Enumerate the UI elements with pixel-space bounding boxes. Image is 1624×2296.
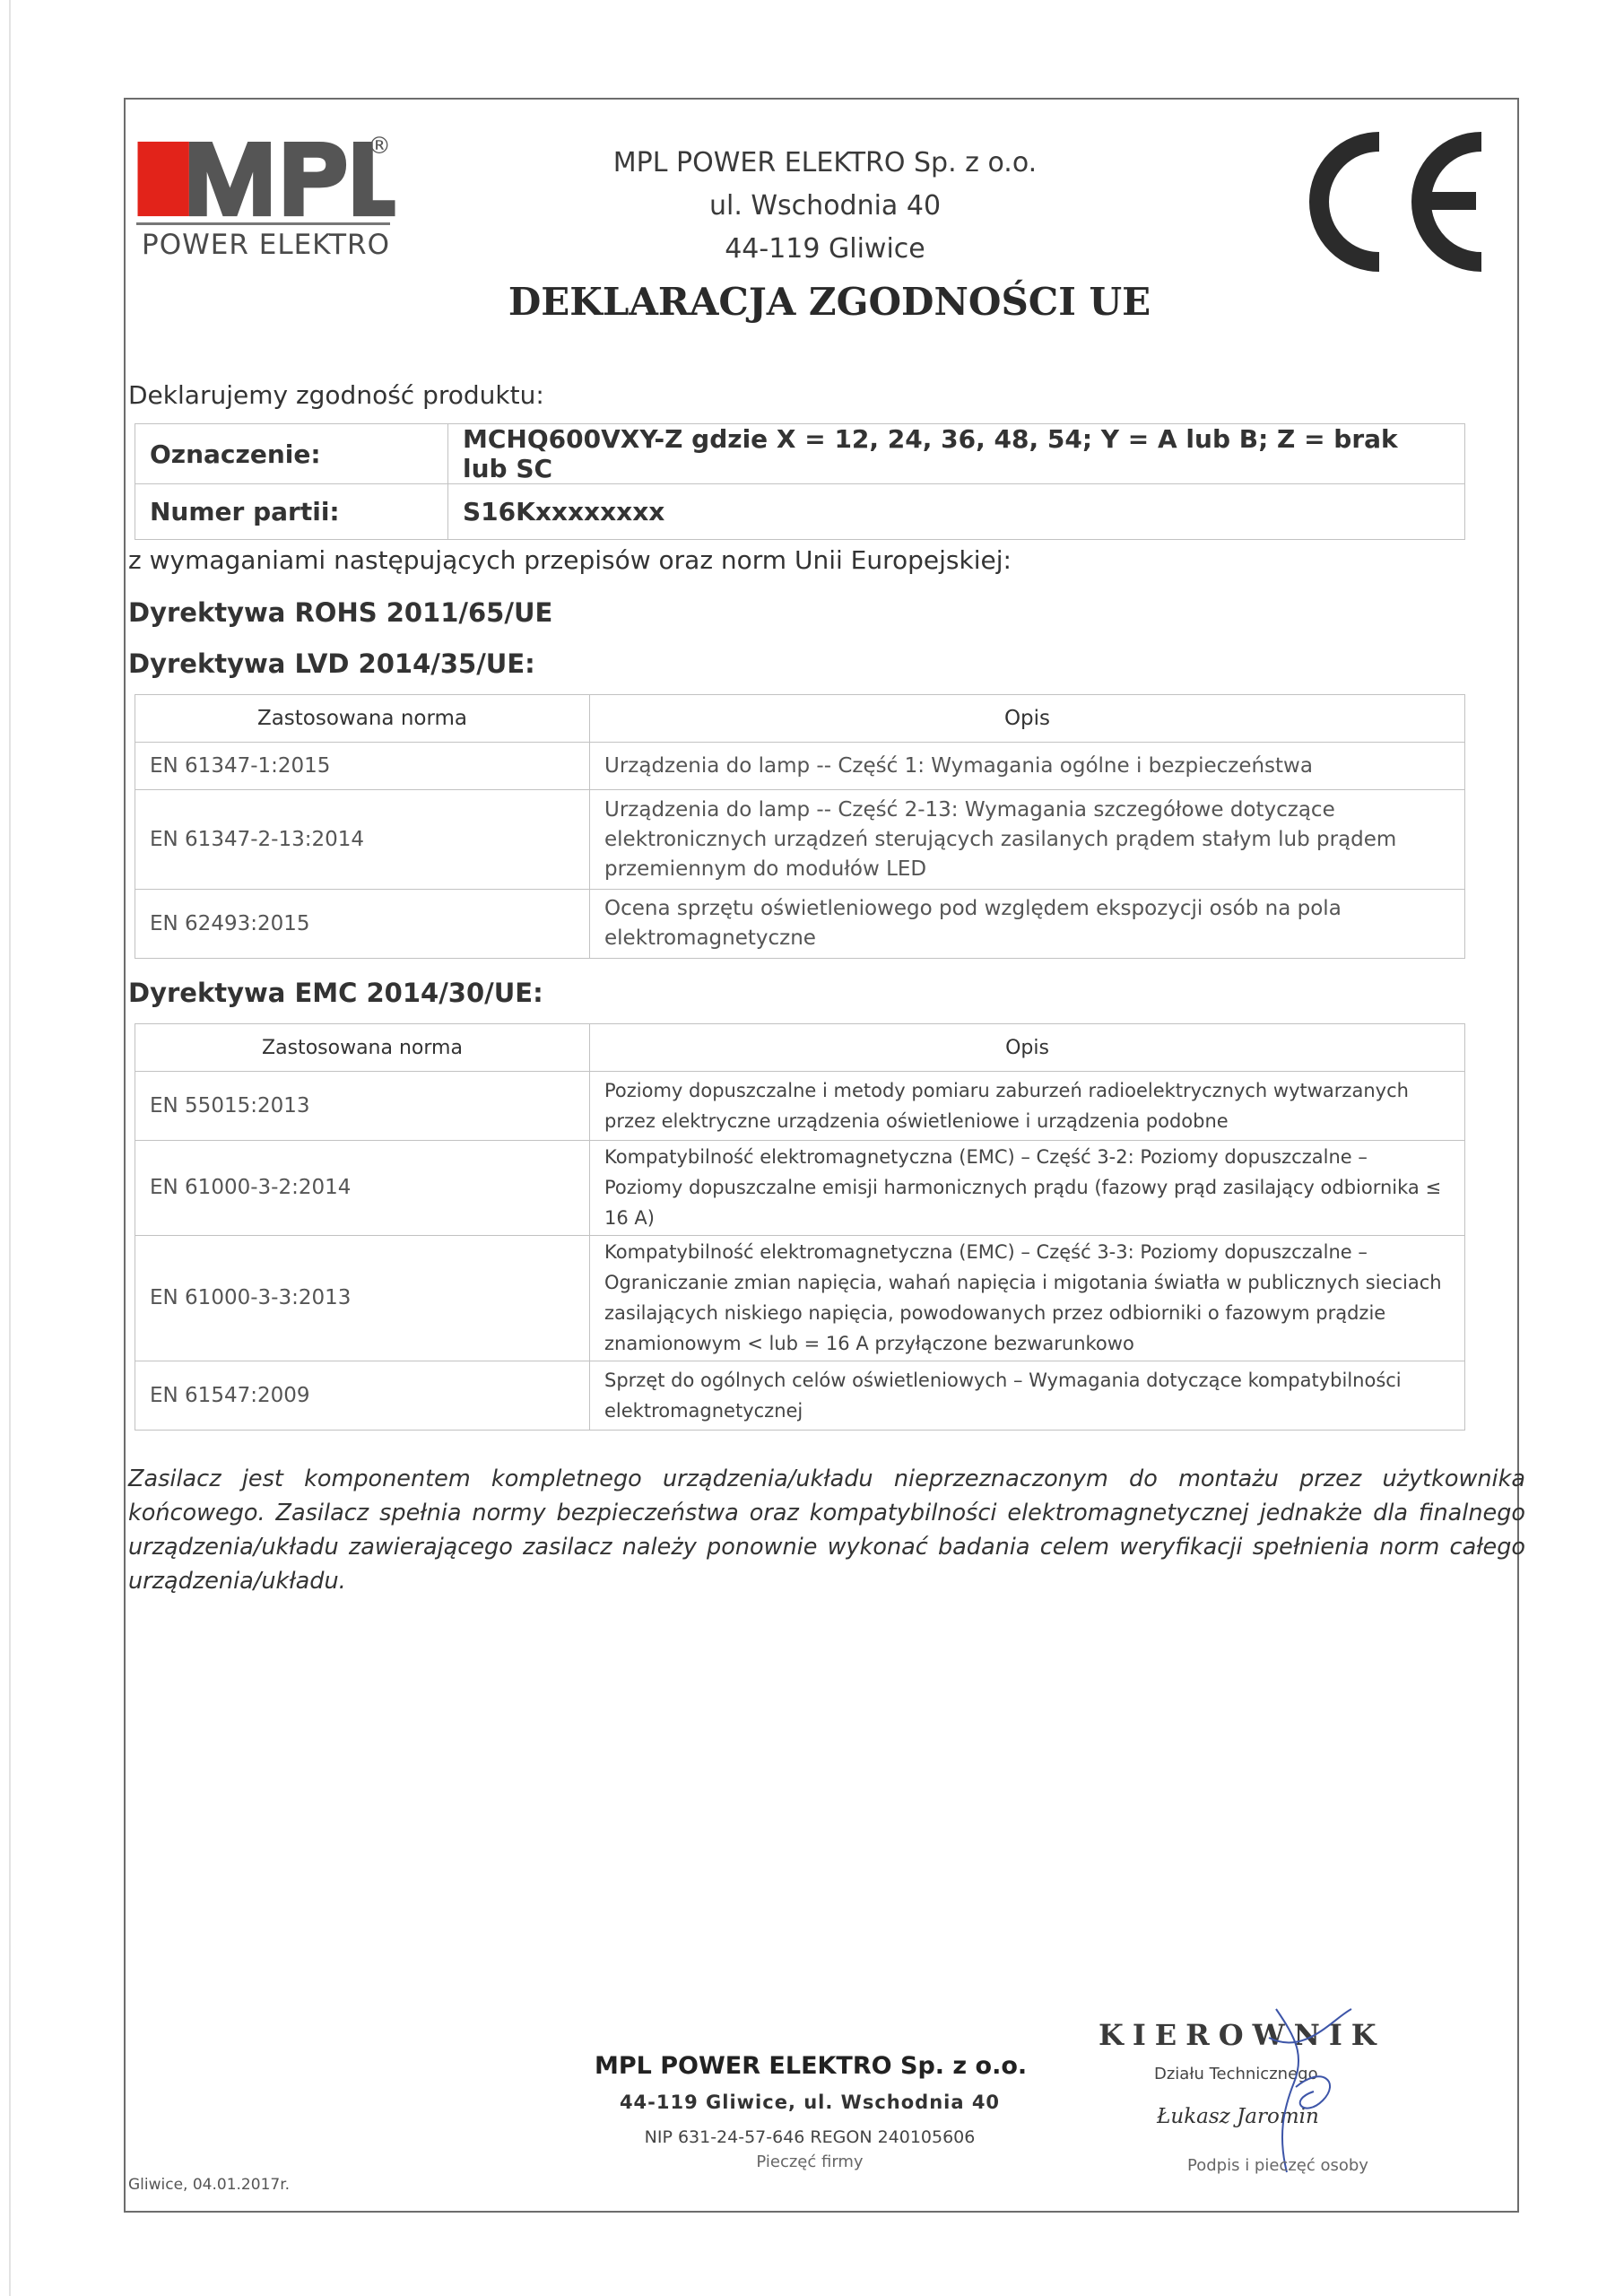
place-date: Gliwice, 04.01.2017r. bbox=[128, 2176, 291, 2194]
company-address bbox=[574, 142, 1076, 271]
stamp-nip-regon: NIP 631-24-57-646 REGON 240105606 bbox=[644, 2127, 976, 2145]
table-row bbox=[135, 424, 1465, 484]
company-logo bbox=[136, 133, 396, 272]
table-row bbox=[135, 1361, 1465, 1431]
company-stamp bbox=[595, 2002, 1028, 2199]
notice-paragraph: Zasilacz jest komponentem kompletnego urządzenia/układu nieprzeznaczonym do montażu przez użytkownika końcowego. Zasilacz spełnia normy bezpieczeństwa oraz kompatybilności elektromagnetycznej jednakże dla finalnego urządzenia/układu zawierającego zasilacz należy ponownie wykonać badania celem weryfikacji spełnienia norm całego urządzenia/układu. bbox=[128, 1465, 1525, 1595]
company-city: 44-119 Gliwice bbox=[725, 233, 925, 265]
standard-cell: EN 55015:2013 bbox=[135, 1072, 590, 1141]
company-street: ul. Wschodnia 40 bbox=[708, 190, 942, 222]
designation-value: MCHQ600VXY-Z gdzie X = 12, 24, 36, 48, 54; Y = A lub B; Z = brak lub SC bbox=[448, 424, 1465, 484]
table-row bbox=[135, 1141, 1465, 1236]
standard-cell: EN 62493:2015 bbox=[135, 890, 590, 959]
description-cell: Sprzęt do ogólnych celów oświetleniowych – Wymagania dotyczące kompatybilności elektromagnetycznej bbox=[590, 1361, 1465, 1431]
designation-label: Oznaczenie: bbox=[135, 424, 448, 484]
emc-standards-table bbox=[135, 1023, 1465, 1431]
standard-cell: EN 61547:2009 bbox=[135, 1361, 590, 1431]
lvd-directive: Dyrektywa LVD 2014/35/UE: bbox=[128, 648, 535, 679]
rohs-directive: Dyrektywa ROHS 2011/65/UE bbox=[128, 597, 553, 628]
ce-mark-icon bbox=[1291, 129, 1493, 274]
col-description-header: Opis bbox=[590, 1024, 1465, 1072]
description-cell: Urządzenia do lamp -- Część 2-13: Wymagania szczegółowe dotyczące elektronicznych urządzeń sterujących zasilanych prądem stałym lub prądem przemiennym do modułów LED bbox=[590, 790, 1465, 890]
description-cell: Kompatybilność elektromagnetyczna (EMC) – Część 3-2: Poziomy dopuszczalne – Poziomy dopuszczalne emisji harmonicznych prądu (fazowy prąd zasilający odbiornika ≤ 16 A) bbox=[590, 1141, 1465, 1236]
product-table bbox=[135, 423, 1465, 540]
description-cell: Poziomy dopuszczalne i metody pomiaru zaburzeń radioelektrycznych wytwarzanych przez elektryczne urządzenia oświetleniowe i urządzenia podobne bbox=[590, 1072, 1465, 1141]
registered-mark: ® bbox=[368, 133, 391, 160]
stamp-company-name: MPL POWER ELEKTRO Sp. z o.o. bbox=[595, 2052, 1028, 2080]
standard-cell: EN 61347-1:2015 bbox=[135, 743, 590, 790]
lvd-standards-table bbox=[135, 694, 1465, 959]
emc-directive: Dyrektywa EMC 2014/30/UE: bbox=[128, 978, 543, 1008]
requirements-text: z wymaganiami następujących przepisów oraz norm Unii Europejskiej: bbox=[128, 545, 1012, 575]
table-row bbox=[135, 790, 1465, 890]
description-cell: Ocena sprzętu oświetleniowego pod względem ekspozycji osób na pola elektromagnetyczne bbox=[590, 890, 1465, 959]
standard-cell: EN 61000-3-3:2013 bbox=[135, 1236, 590, 1361]
company-name: MPL POWER ELEKTRO Sp. z o.o. bbox=[612, 147, 1038, 178]
batch-value: S16Kxxxxxxxx bbox=[448, 484, 1465, 540]
col-standard-header: Zastosowana norma bbox=[135, 1024, 590, 1072]
table-row bbox=[135, 890, 1465, 959]
signature-department: Działu Technicznego bbox=[1154, 2065, 1318, 2083]
intro-text: Deklarujemy zgodność produktu: bbox=[128, 380, 544, 410]
table-row bbox=[135, 743, 1465, 790]
batch-label: Numer partii: bbox=[135, 484, 448, 540]
table-header-row bbox=[135, 695, 1465, 743]
table-row bbox=[135, 1236, 1465, 1361]
page-edge bbox=[9, 0, 11, 2296]
description-cell: Urządzenia do lamp -- Część 1: Wymagania ogólne i bezpieczeństwa bbox=[590, 743, 1465, 790]
col-description-header: Opis bbox=[590, 695, 1465, 743]
logo-tagline: POWER ELEKTRO bbox=[142, 229, 390, 261]
company-stamp-caption: Pieczęć firmy bbox=[756, 2152, 864, 2171]
stamp-address: 44-119 Gliwice, ul. Wschodnia 40 bbox=[619, 2092, 1001, 2113]
table-header-row bbox=[135, 1024, 1465, 1072]
signature-name: Łukasz Jaromin bbox=[1157, 2105, 1319, 2128]
logo-rule bbox=[136, 222, 390, 225]
document-title: DEKLARACJA ZGODNOŚCI UE bbox=[508, 280, 1151, 324]
standard-cell: EN 61347-2-13:2014 bbox=[135, 790, 590, 890]
signature-title: KIEROWNIK bbox=[1099, 2018, 1385, 2052]
description-cell: Kompatybilność elektromagnetyczna (EMC) – Część 3-3: Poziomy dopuszczalne – Ograniczanie zmian napięcia, wahań napięcia i migotania światła w publicznych sieciach zasilających niskiego napięcia, powodowanych przez odbiorniki o fazowym prądzie znamionowym < lub = 16 A przyłączone bezwarunkowo bbox=[590, 1236, 1465, 1361]
table-row bbox=[135, 484, 1465, 540]
person-stamp-caption: Podpis i pieczęć osoby bbox=[1187, 2156, 1368, 2175]
col-standard-header: Zastosowana norma bbox=[135, 695, 590, 743]
signature-stamp bbox=[1063, 2002, 1493, 2204]
standard-cell: EN 61000-3-2:2014 bbox=[135, 1141, 590, 1236]
table-row bbox=[135, 1072, 1465, 1141]
mpl-logo-mark bbox=[136, 136, 396, 222]
